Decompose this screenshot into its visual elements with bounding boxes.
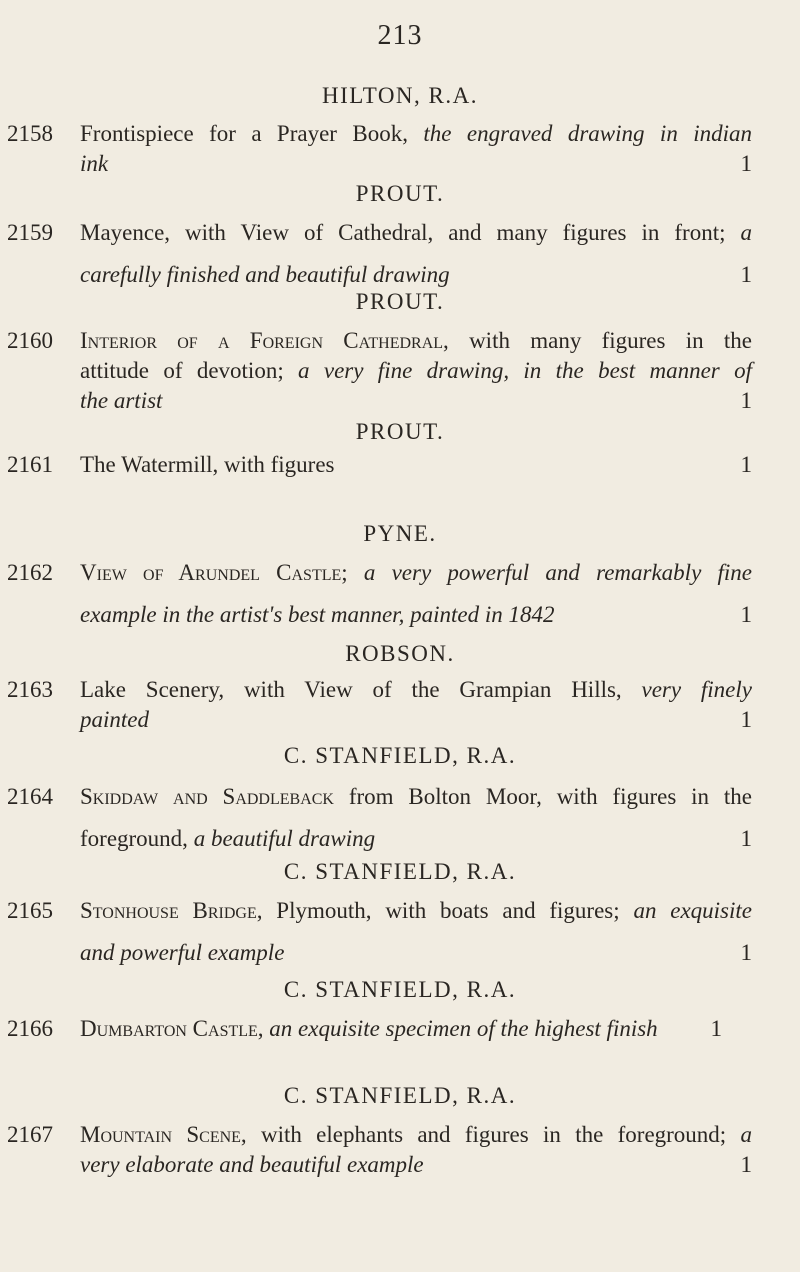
lot-number: 2163 [7,677,53,702]
lot-number: 2167 [7,1122,53,1147]
lot-entry [0,119,800,179]
catalogue-entry [0,180,800,208]
lot-description-line: example in the artist's best manner, painted in 1842 1 [80,600,752,630]
lot-number: 2165 [7,898,53,923]
lot-quantity: 1 [740,388,752,413]
lot-description-line: Skiddaw and Saddleback from Bolton Moor, with figures in the [80,784,753,809]
lot-description-line: Dumbarton Castle, an exquisite specimen of the highest finish 1 [80,1014,752,1044]
artist-heading: PROUT. [355,289,445,314]
lot-description-line: ink 1 [80,149,752,179]
catalogue-entry [0,640,800,668]
lot-number: 2164 [7,784,53,809]
catalogue-entry [0,520,800,548]
lot-number: 2158 [7,121,53,146]
lot-description-line: View of Arundel Castle; a very powerful and remarkably fine [80,560,752,585]
catalogue-entry [0,418,800,446]
artist-heading: PROUT. [355,419,445,444]
artist-heading: ROBSON. [345,641,455,666]
lot-description-line: Lake Scenery, with View of the Grampian Hills, very finely [80,677,752,702]
catalogue-entry [0,288,800,316]
lot-number: 2166 [7,1016,53,1041]
lot-entry [0,1120,800,1180]
lot-quantity: 1 [740,826,752,851]
lot-entry [0,1014,800,1044]
catalogue-entry [0,82,800,110]
lot-quantity: 1 [740,151,752,176]
catalogue-entry [0,1082,800,1110]
lot-description-line: Interior of a Foreign Cathedral, with many figures in the [80,328,752,353]
lot-quantity: 1 [740,940,752,965]
lot-entry [0,675,800,735]
lot-description-line: Stonhouse Bridge, Plymouth, with boats and figures; an exquisite [80,898,752,923]
lot-description-line: Mountain Scene, with elephants and figures in the foreground; a [80,1122,753,1147]
lot-number: 2159 [7,220,53,245]
lot-quantity: 1 [710,1016,722,1041]
lot-quantity: 1 [740,452,752,477]
artist-heading: C. STANFIELD, R.A. [283,743,517,768]
lot-description-line: the artist 1 [80,386,752,416]
lot-description-line: Mayence, with View of Cathedral, and many figures in front; a [80,220,752,245]
artist-heading: PROUT. [355,181,445,206]
lot-entry [0,782,800,854]
lot-quantity: 1 [740,1152,752,1177]
lot-description-line: painted 1 [80,705,752,735]
catalogue-entry [0,742,800,770]
artist-heading: PYNE. [363,521,437,546]
artist-heading: C. STANFIELD, R.A. [283,859,517,884]
artist-heading: HILTON, R.A. [321,83,478,108]
page-number: 213 [377,20,423,51]
lot-entry [0,326,800,416]
artist-heading: C. STANFIELD, R.A. [283,1083,517,1108]
lot-description-line: and powerful example 1 [80,938,752,968]
lot-description-line: very elaborate and beautiful example 1 [80,1150,752,1180]
lot-description-line: foreground, a beautiful drawing 1 [80,824,752,854]
lot-quantity: 1 [740,707,752,732]
artist-heading: C. STANFIELD, R.A. [283,977,517,1002]
lot-entry [0,558,800,630]
lot-entry [0,218,800,290]
lot-entry [0,896,800,968]
lot-number: 2160 [7,328,53,353]
catalogue-entry [0,976,800,1004]
catalogue-entry [0,858,800,886]
lot-description-line: attitude of devotion; a very fine drawing, in the best manner of [80,358,752,383]
lot-quantity: 1 [740,602,752,627]
lot-number: 2161 [7,452,53,477]
lot-entry [0,450,800,480]
lot-quantity: 1 [740,262,752,287]
lot-description-line: Frontispiece for a Prayer Book, the engraved drawing in indian [80,121,752,146]
lot-description-line: carefully finished and beautiful drawing 1 [80,260,752,290]
lot-number: 2162 [7,560,53,585]
lot-description-line: The Watermill, with figures 1 [80,450,752,480]
